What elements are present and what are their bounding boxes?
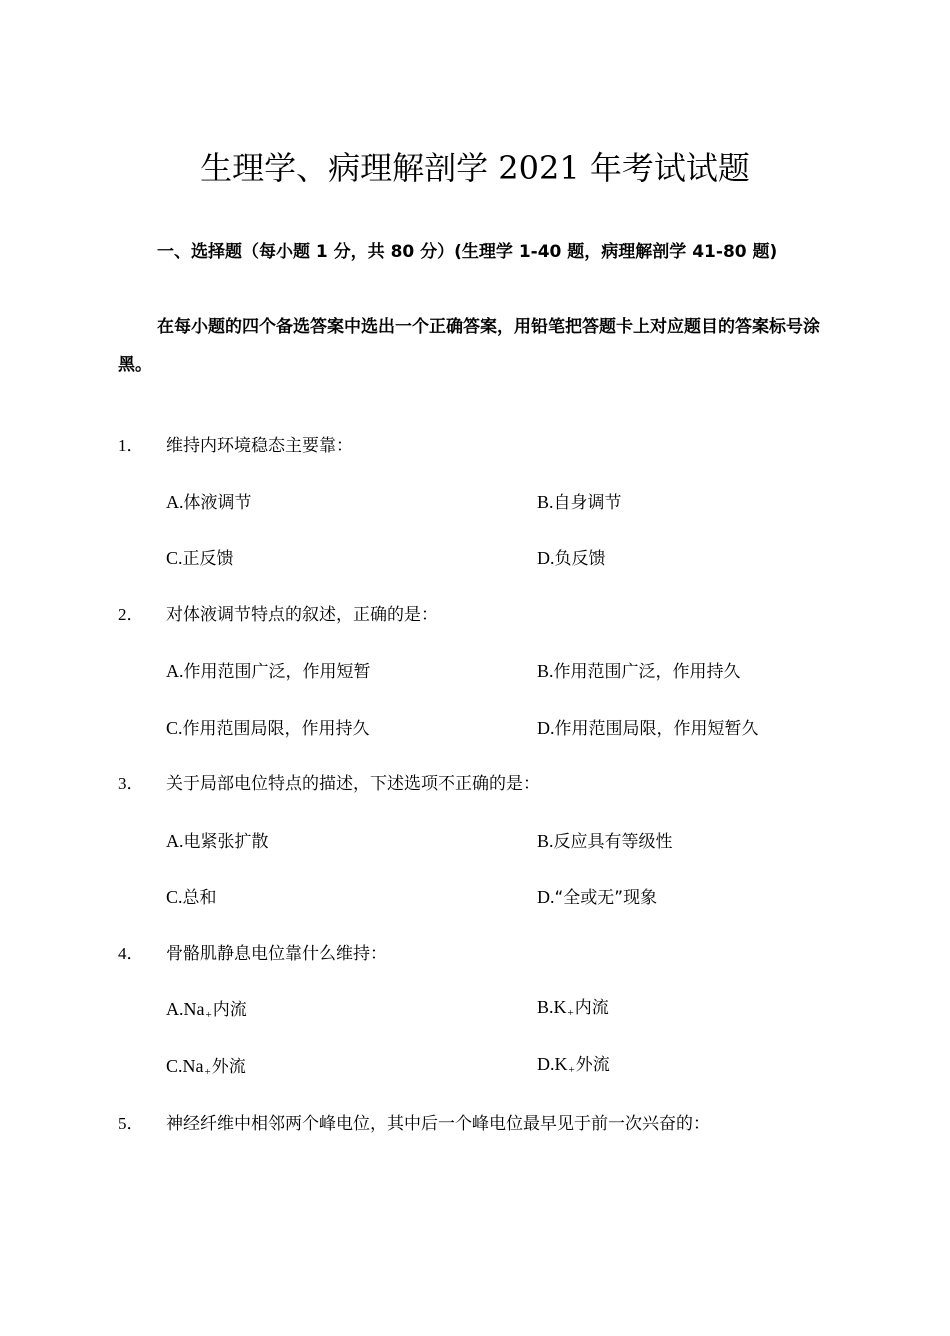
- option-letter: A.: [166, 831, 184, 851]
- option-letter: D.: [537, 548, 555, 568]
- option-d: [537, 715, 759, 742]
- page-title: 生理学、病理解剖学 2021 年考试试题: [200, 149, 750, 187]
- option-letter: B.: [537, 661, 554, 681]
- option-text: 反应具有等级性: [553, 832, 673, 852]
- option-text: 负反馈: [554, 549, 606, 569]
- question-stem: 维持内环境稳态主要靠：: [166, 436, 353, 456]
- ion-charge: +: [204, 1066, 211, 1078]
- option-text: 正反馈: [182, 549, 234, 569]
- option-a: [166, 658, 371, 685]
- option-letter: B.: [537, 492, 554, 512]
- option-c: [166, 884, 217, 911]
- option-d: [537, 884, 657, 911]
- question-number: 3．: [118, 774, 144, 793]
- option-b: [537, 658, 741, 685]
- option-c: [166, 545, 234, 572]
- option-letter: D.: [537, 887, 555, 907]
- ion-charge: +: [567, 1007, 574, 1019]
- option-a: [166, 996, 247, 1025]
- option-d: [537, 1051, 610, 1080]
- ion-symbol: Na: [182, 1056, 204, 1076]
- question-number: 4．: [118, 944, 144, 963]
- option-text: 体液调节: [183, 493, 252, 513]
- question-stem: 神经纤维中相邻两个峰电位，其中后一个峰电位最早见于前一次兴奋的：: [166, 1114, 710, 1134]
- option-letter: C.: [166, 718, 183, 738]
- option-text: 外流: [211, 1057, 246, 1077]
- option-letter: C.: [166, 887, 183, 907]
- ion-symbol: K: [553, 997, 567, 1017]
- option-letter: D.: [537, 718, 555, 738]
- option-text: 作用范围广泛，作用持久: [553, 662, 741, 682]
- ion-charge: +: [205, 1009, 212, 1021]
- option-letter: A.: [166, 492, 184, 512]
- option-c: [166, 1053, 246, 1082]
- ion-symbol: K: [554, 1054, 568, 1074]
- option-letter: B.: [537, 997, 554, 1017]
- section-heading: 一、选择题（每小题 1 分，共 80 分）(生理学 1-40 题，病理解剖学 41-80 题): [157, 242, 778, 262]
- option-text: 总和: [182, 888, 217, 908]
- option-letter: B.: [537, 831, 554, 851]
- option-text: “全或无”现象: [554, 888, 658, 908]
- question-number: 1．: [118, 436, 144, 455]
- option-b: [537, 994, 609, 1023]
- option-letter: A.: [166, 999, 184, 1019]
- option-text: 作用范围局限，作用持久: [182, 719, 370, 739]
- instructions-paragraph: 在每小题的四个备选答案中选出一个正确答案，用铅笔把答题卡上对应题目的答案标号涂黑。: [118, 317, 820, 375]
- option-text: 作用范围广泛，作用短暂: [183, 662, 371, 682]
- option-c: [166, 715, 370, 742]
- ion-charge: +: [568, 1064, 575, 1076]
- option-a: [166, 828, 269, 855]
- option-letter: A.: [166, 661, 184, 681]
- option-text: 内流: [212, 1000, 247, 1020]
- question-number: 5．: [118, 1114, 144, 1133]
- option-text: 内流: [574, 998, 609, 1018]
- option-b: [537, 489, 622, 516]
- option-d: [537, 545, 606, 572]
- option-text: 作用范围局限，作用短暂久: [554, 719, 759, 739]
- option-letter: C.: [166, 548, 183, 568]
- question-stem: 对体液调节特点的叙述，正确的是：: [166, 605, 438, 625]
- ion-symbol: Na: [183, 999, 205, 1019]
- question-number: 2．: [118, 605, 144, 624]
- option-letter: D.: [537, 1054, 555, 1074]
- option-text: 电紧张扩散: [183, 832, 269, 852]
- option-a: [166, 489, 252, 516]
- question-stem: 关于局部电位特点的描述，下述选项不正确的是：: [166, 774, 540, 794]
- question-stem: 骨骼肌静息电位靠什么维持：: [166, 944, 387, 964]
- option-letter: C.: [166, 1056, 183, 1076]
- option-b: [537, 828, 673, 855]
- option-text: 自身调节: [553, 493, 622, 513]
- option-text: 外流: [575, 1055, 610, 1075]
